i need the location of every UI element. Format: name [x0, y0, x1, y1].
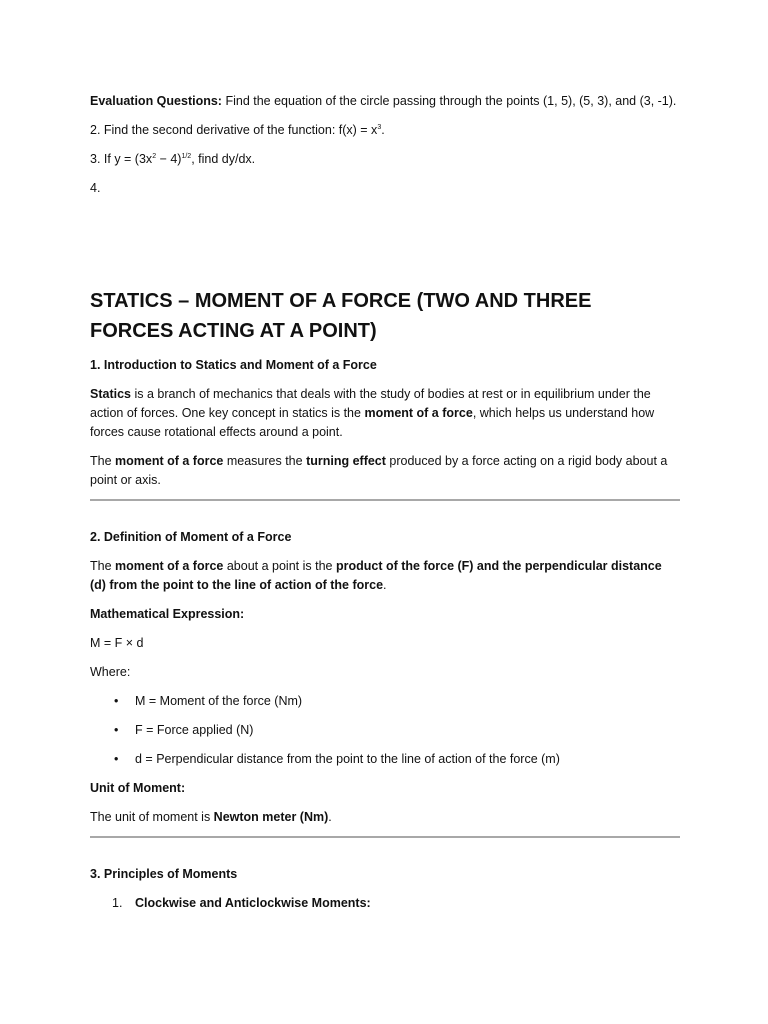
section1-p1-text2: , which helps us understand how forces cause rotational effects around a point. — [90, 406, 655, 439]
section2-p1-text1: The — [90, 559, 116, 573]
evaluation-q3-exponent-1: 2 — [152, 152, 157, 160]
evaluation-q2-text: 2. Find the second derivative of the function: f(x) = x — [90, 123, 378, 137]
section2-heading: 2. Definition of Moment of a Force — [90, 530, 292, 544]
section1-p1-bold2: moment of a force — [364, 406, 473, 420]
unit-paragraph — [90, 808, 680, 827]
section2-p1-bold1: moment of a force — [115, 559, 224, 573]
section-divider-2 — [90, 836, 680, 838]
unit-label: Unit of Moment: — [90, 781, 186, 795]
page-title: STATICS – MOMENT OF A FORCE (TWO AND THREE FORCES ACTING AT A POINT) — [90, 290, 592, 342]
section2-paragraph1 — [90, 557, 680, 595]
section1-p1-text1: is a branch of mechanics that deals with the study of bodies at rest or in equilibrium under the action of forces. One key concept in statics is the — [90, 387, 651, 420]
variable-list-item: • M = Moment of the force (Nm) — [90, 692, 680, 711]
evaluation-q3 — [90, 150, 680, 169]
unit-bold: Newton meter (Nm) — [213, 810, 329, 824]
evaluation-q3-exponent-2: 1/2 — [181, 152, 192, 160]
section1-p2-bold1: moment of a force — [115, 454, 224, 468]
evaluation-q3-part-b: − 4) — [156, 152, 182, 166]
moment-formula: M = F × d — [90, 636, 144, 650]
variable-list — [90, 692, 680, 769]
section1-p2-text1: The — [90, 454, 116, 468]
evaluation-q2 — [90, 121, 680, 140]
section1-heading: 1. Introduction to Statics and Moment of a Force — [90, 358, 377, 372]
evaluation-q1-text: Find the equation of the circle passing through the points (1, 5), (5, 3), and (3, -1). — [225, 94, 677, 108]
section2-p1-text2: about a point is the — [223, 559, 336, 573]
evaluation-q3-part-c: , find dy/dx. — [191, 152, 256, 166]
evaluation-q1 — [90, 92, 680, 111]
principles-list-item — [90, 894, 680, 913]
section1-paragraph2 — [90, 452, 680, 490]
section1-p2-bold2: turning effect — [306, 454, 386, 468]
section3-heading: 3. Principles of Moments — [90, 867, 238, 881]
evaluation-q2-end: . — [381, 123, 385, 137]
where-label: Where: — [90, 665, 131, 679]
section1-p2-text2: measures the — [223, 454, 307, 468]
section2-p1-text3: . — [383, 578, 387, 592]
variable-list-item: • F = Force applied (N) — [90, 721, 680, 740]
evaluation-q3-part-a: 3. If y = (3x — [90, 152, 153, 166]
variable-list-item: • d = Perpendicular distance from the point to the line of action of the force (m) — [90, 750, 680, 769]
unit-text2: . — [328, 810, 332, 824]
section-divider-1 — [90, 499, 680, 501]
evaluation-label: Evaluation Questions: — [90, 94, 222, 108]
principles-item-label: Clockwise and Anticlockwise Moments: — [135, 896, 371, 910]
evaluation-q2-exponent: 3 — [377, 123, 382, 131]
unit-text1: The unit of moment is — [90, 810, 214, 824]
math-expression-label: Mathematical Expression: — [90, 607, 245, 621]
principles-list — [90, 894, 680, 913]
document-body — [90, 92, 680, 913]
principles-item-number: 1. — [112, 896, 123, 910]
section1-paragraph1 — [90, 385, 680, 442]
evaluation-q4: 4. — [90, 181, 101, 195]
section2-p1-bold2: product of the force (F) and the perpendicular distance (d) from the point to the line of action of the force — [90, 559, 662, 592]
section1-p2-text3: produced by a force acting on a rigid body about a point or axis. — [90, 454, 668, 487]
section1-p1-bold1: Statics — [90, 387, 131, 401]
